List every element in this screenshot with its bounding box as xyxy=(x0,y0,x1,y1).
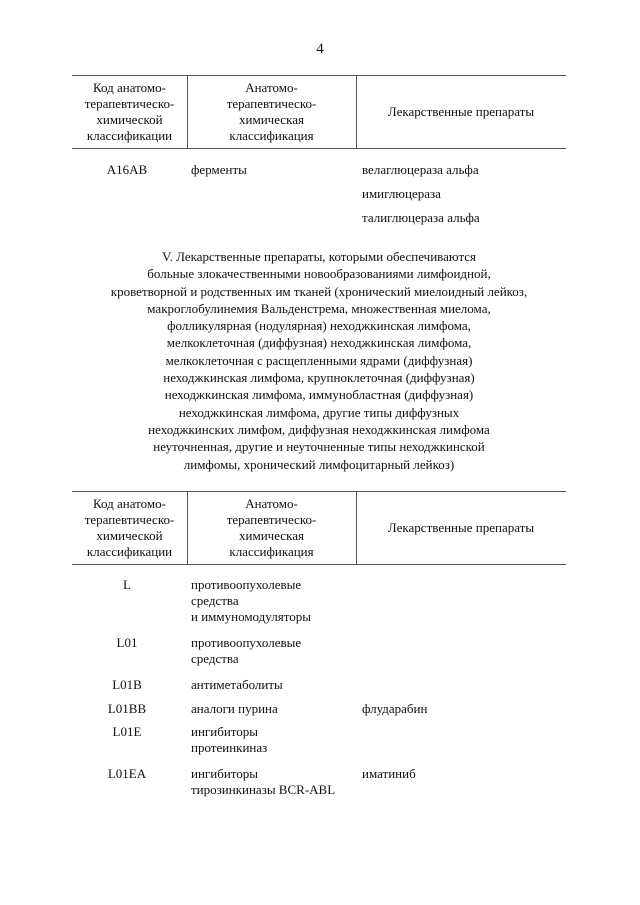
row-drug-1: велаглюцераза альфа xyxy=(362,162,479,177)
table1-header-name xyxy=(187,75,356,148)
section-line: неходжкинская лимфома, другие типы диффузных xyxy=(178,404,460,420)
section-line: неуточненная, другие и неуточненные типы неходжкинской xyxy=(153,439,485,455)
row-name-line: противоопухолевые xyxy=(191,577,302,592)
row-name-line: противоопухолевые xyxy=(191,635,302,650)
section-line: неходжкинская лимфома, крупноклеточная (диффузная) xyxy=(163,370,475,386)
row-name-line: средства xyxy=(191,593,239,608)
header-drugs-label: Лекарственные препараты xyxy=(387,519,535,535)
header-name-line-1: Анатомо- xyxy=(245,79,298,95)
table1-header-drugs xyxy=(356,75,566,148)
header-name-line-4: классификация xyxy=(229,543,314,559)
header-code-line-4: классификации xyxy=(86,543,173,559)
header-drugs-label: Лекарственные препараты xyxy=(387,103,535,119)
row-name-line: ингибиторы xyxy=(191,724,259,739)
section-line: неходжкинская лимфома, иммунобластная (диффузная) xyxy=(164,387,474,403)
row-name-line: антиметаболиты xyxy=(191,677,283,692)
header-name-line-3: химическая xyxy=(239,111,304,127)
header-name-line-3: химическая xyxy=(239,527,304,543)
section-line: больные злокачественными новообразованиями лимфоидной, xyxy=(147,266,491,282)
header-code-line-1: Код анатомо- xyxy=(93,495,166,511)
header-name-line-4: классификация xyxy=(229,127,314,143)
row-name-line: ингибиторы xyxy=(191,766,259,781)
header-code-line-3: химической xyxy=(96,111,163,127)
row-code: L01 xyxy=(116,635,138,650)
table2-header-drugs xyxy=(356,491,566,564)
header-name-line-2: терапевтическо- xyxy=(226,95,317,111)
table1-header-code xyxy=(72,75,187,148)
table2-header-code xyxy=(72,491,187,564)
page-number: 4 xyxy=(316,41,324,57)
section-line: мелкоклеточная (диффузная) неходжкинская лимфома, xyxy=(166,335,472,351)
section-line: неходжкинских лимфом, диффузная неходжкинская лимфома xyxy=(148,421,490,437)
section-line: лимфомы, хронический лимфоцитарный лейкоз) xyxy=(183,456,455,472)
header-code-line-3: химической xyxy=(96,527,163,543)
row-drug: иматиниб xyxy=(362,766,416,781)
header-code-line-4: классификации xyxy=(86,127,173,143)
row-code: L01EA xyxy=(107,766,147,781)
row-drug: флударабин xyxy=(362,701,428,716)
row-name: ферменты xyxy=(191,162,247,177)
table2-header-name xyxy=(187,491,356,564)
row-drug-2: имиглюцераза xyxy=(362,186,441,201)
header-name-line-2: терапевтическо- xyxy=(226,511,317,527)
header-code-line-2: терапевтическо- xyxy=(84,95,175,111)
header-name-line-1: Анатомо- xyxy=(245,495,298,511)
section-line: V. Лекарственные препараты, которыми обеспечиваются xyxy=(161,249,477,264)
header-code-line-2: терапевтическо- xyxy=(84,511,175,527)
section-line: мелкоклеточная с расщепленными ядрами (диффузная) xyxy=(165,352,473,368)
row-name-line: тирозинкиназы BCR-ABL xyxy=(191,782,336,797)
row-code: A16AB xyxy=(106,162,148,177)
row-name-line: аналоги пурина xyxy=(191,701,278,716)
table1-header-bottom-rule xyxy=(72,148,566,149)
row-code: L01BB xyxy=(107,701,147,716)
table2-header-bottom-rule xyxy=(72,564,566,565)
row-drug-3: талиглюцераза альфа xyxy=(362,210,480,225)
row-name-line: и иммуномодуляторы xyxy=(191,609,311,624)
header-code-line-1: Код анатомо- xyxy=(93,79,166,95)
section-line: фолликулярная (нодулярная) неходжкинская лимфома, xyxy=(167,318,471,334)
row-code: L xyxy=(123,577,131,592)
row-name-line: средства xyxy=(191,651,239,666)
row-name-line: протеинкиназ xyxy=(191,740,268,755)
section-heading xyxy=(72,248,566,473)
row-code: L01B xyxy=(112,677,142,692)
section-line: кроветворной и родственных им тканей (хронический миелоидный лейкоз, xyxy=(110,283,528,299)
section-line: макроглобулинемия Вальденстрема, множественная миелома, xyxy=(147,300,491,316)
row-code: L01E xyxy=(112,724,142,739)
